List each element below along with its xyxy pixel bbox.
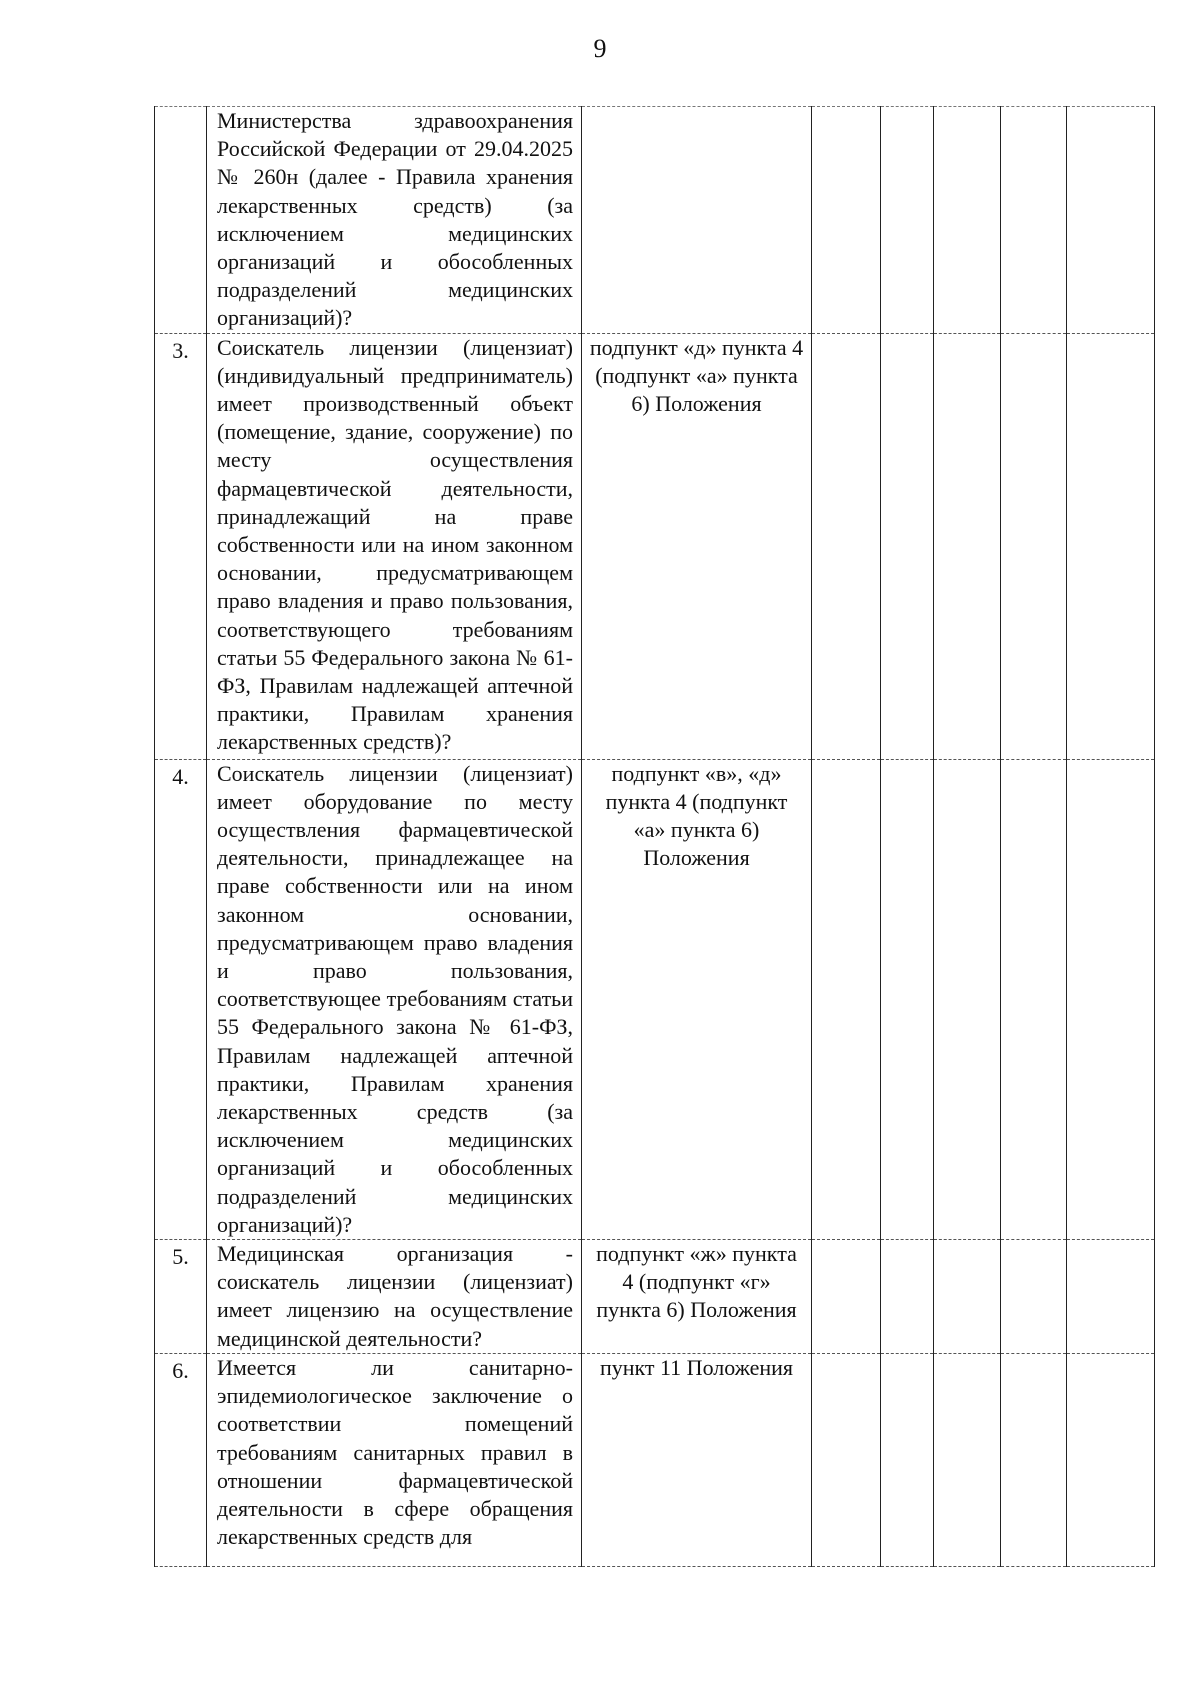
- item-number: 3.: [155, 333, 207, 759]
- item-number: 4.: [155, 759, 207, 1239]
- answer-yes-cell: [812, 107, 881, 334]
- answer-na-cell: [934, 759, 1001, 1239]
- answer-extra-cell: [1001, 1240, 1067, 1354]
- answer-yes-cell: [812, 1353, 881, 1566]
- question-text: Медицинская организация - соискатель лицензии (лицензиат) имеет лицензию на осуществление медицинской деятельности?: [217, 1241, 573, 1351]
- table-row: [155, 107, 1155, 334]
- question-cell: [207, 333, 582, 759]
- notes-cell: [1067, 107, 1155, 334]
- answer-yes-cell: [812, 1240, 881, 1354]
- answer-extra-cell: [1001, 107, 1067, 334]
- notes-cell: [1067, 759, 1155, 1239]
- answer-no-cell: [881, 1240, 934, 1354]
- question-text: Министерства здравоохранения Российской Федерации от 29.04.2025 № 260н (далее - Правила хранения лекарственных средств) (за исключением медицинских организаций и обособленных подразделений медицинских организаций)?: [217, 108, 573, 331]
- answer-no-cell: [881, 107, 934, 334]
- legal-basis-cell: подпункт «д» пункта 4 (подпункт «а» пункта 6) Положения: [582, 333, 812, 759]
- table-row: [155, 1353, 1155, 1566]
- notes-cell: [1067, 1353, 1155, 1566]
- answer-extra-cell: [1001, 333, 1067, 759]
- notes-cell: [1067, 333, 1155, 759]
- answer-yes-cell: [812, 759, 881, 1239]
- answer-extra-cell: [1001, 1353, 1067, 1566]
- question-text: Имеется ли санитарно-эпидемиологическое заключение о соответствии помещений требованиям санитарных правил в отношении фармацевтической деятельности в сфере обращения лекарственных средств для: [217, 1354, 573, 1550]
- checklist-table: [154, 106, 1155, 1567]
- answer-extra-cell: [1001, 759, 1067, 1239]
- answer-yes-cell: [812, 333, 881, 759]
- legal-basis-cell: пункт 11 Положения: [582, 1353, 812, 1566]
- answer-no-cell: [881, 759, 934, 1239]
- notes-cell: [1067, 1240, 1155, 1354]
- table-row: [155, 1240, 1155, 1354]
- page-number: 9: [593, 34, 607, 63]
- legal-basis-cell: [582, 107, 812, 334]
- question-cell: [207, 1353, 582, 1566]
- answer-no-cell: [881, 333, 934, 759]
- table-row: [155, 759, 1155, 1239]
- answer-na-cell: [934, 107, 1001, 334]
- item-number: 5.: [155, 1240, 207, 1354]
- table-row: [155, 333, 1155, 759]
- answer-na-cell: [934, 1353, 1001, 1566]
- question-cell: [207, 759, 582, 1239]
- item-number: 6.: [155, 1353, 207, 1566]
- question-cell: [207, 1240, 582, 1354]
- legal-basis-cell: подпункт «в», «д» пункта 4 (подпункт «а» пункта 6) Положения: [582, 759, 812, 1239]
- legal-basis-cell: подпункт «ж» пункта 4 (подпункт «г» пункта 6) Положения: [582, 1240, 812, 1354]
- answer-na-cell: [934, 1240, 1001, 1354]
- question-cell: [207, 107, 582, 334]
- answer-no-cell: [881, 1353, 934, 1566]
- item-number: [155, 107, 207, 334]
- question-text: Соискатель лицензии (лицензиат) имеет оборудование по месту осуществления фармацевтической деятельности, принадлежащее на праве собственности или на ином законном основании, предусматривающем право владения и право пользования, соответствующее требованиям статьи 55 Федерального закона № 61-ФЗ, Правилам надлежащей аптечной практики, Правилам хранения лекарственных средств (за исключением медицинских организаций и обособленных подразделений медицинских организаций)?: [217, 760, 573, 1237]
- question-text: Соискатель лицензии (лицензиат) (индивидуальный предприниматель) имеет производственный объект (помещение, здание, сооружение) по месту осуществления фармацевтической деятельности, принадлежащий на праве собственности или на ином законном основании, предусматривающем право владения и право пользования, соответствующего требованиям статьи 55 Федерального закона № 61-ФЗ, Правилам надлежащей аптечной практики, Правилам хранения лекарственных средств)?: [217, 334, 573, 755]
- answer-na-cell: [934, 333, 1001, 759]
